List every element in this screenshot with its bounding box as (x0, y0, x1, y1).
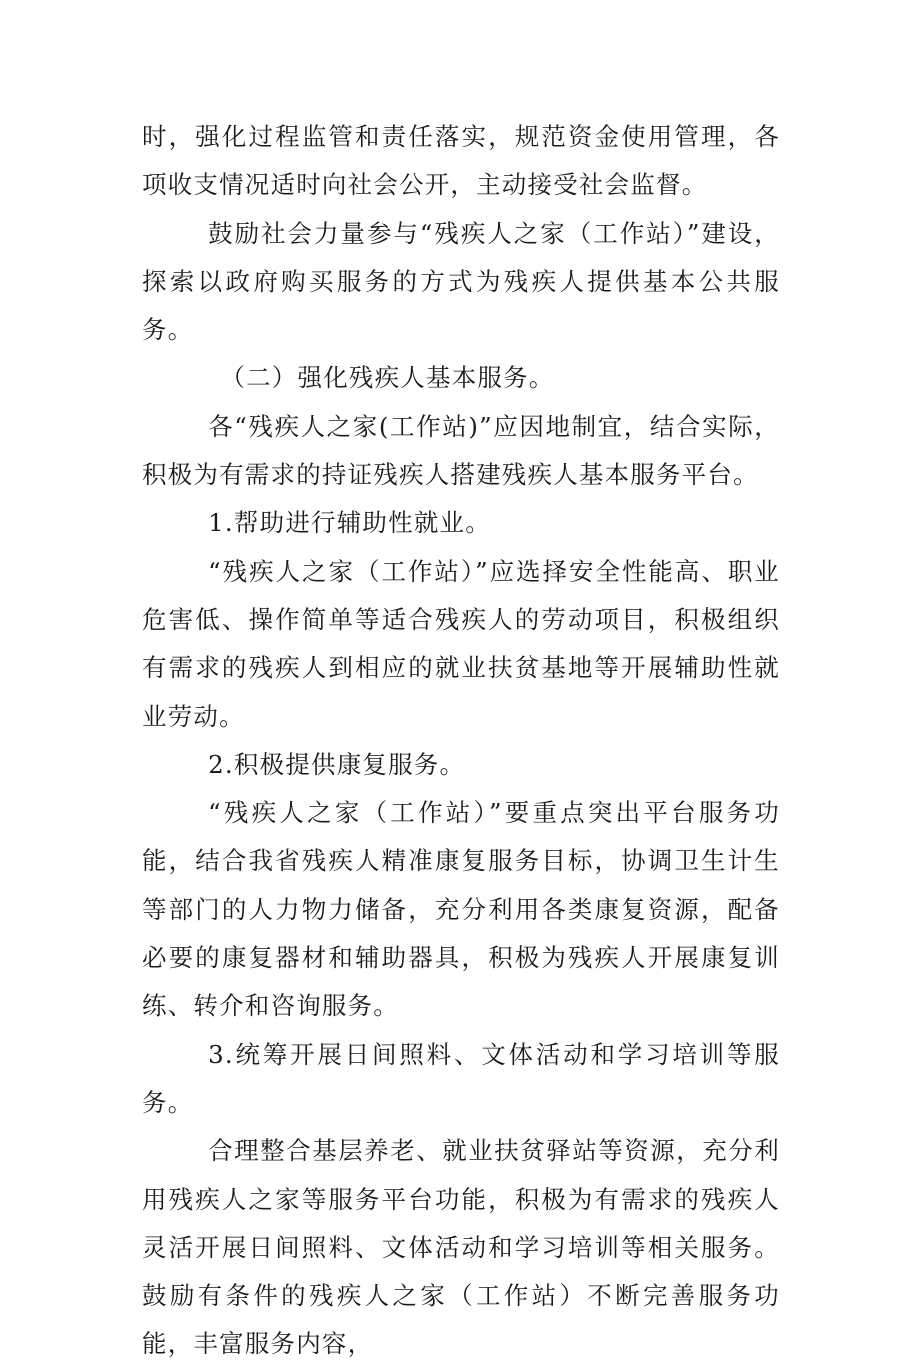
paragraph-rehabilitation: “残疾人之家（工作站）”要重点突出平台服务功能，结合我省残疾人精准康复服务目标，协调卫生计生等部门的人力物力储备，充分利用各类康复资源，配备必要的康复器材和辅助器具，积极为残疾人开展康复训练、转介和咨询服务。 (142, 798, 780, 1021)
item-heading-rehabilitation: 2.积极提供康复服务。 (208, 749, 466, 779)
document-body (142, 113, 780, 1369)
paragraph-daycare: 合理整合基层养老、就业扶贫驿站等资源，充分利用残疾人之家等服务平台功能，积极为有需求的残疾人灵活开展日间照料、文体活动和学习培训等相关服务。鼓励有条件的残疾人之家（工作站）不断完善服务功能，丰富服务内容， (142, 1136, 780, 1359)
paragraph-service-platform: 各“残疾人之家(工作站)”应因地制宜，结合实际，积极为有需求的持证残疾人搭建残疾人基本服务平台。 (142, 411, 780, 490)
item-heading-daycare: 3.统筹开展日间照料、文体活动和学习培训等服务。 (142, 1039, 780, 1117)
paragraph-social-participation: 鼓励社会力量参与“残疾人之家（工作站）”建设，探索以政府购买服务的方式为残疾人提供基本公共服务。 (142, 218, 780, 345)
section-heading-basic-services: （二）强化残疾人基本服务。 (220, 363, 555, 393)
paragraph-continuation: 时，强化过程监管和责任落实，规范资金使用管理，各项收支情况适时向社会公开，主动接受社会监督。 (142, 122, 780, 200)
paragraph-employment: “残疾人之家（工作站）”应选择安全性能高、职业危害低、操作简单等适合残疾人的劳动项目，积极组织有需求的残疾人到相应的就业扶贫基地等开展辅助性就业劳动。 (142, 556, 780, 731)
item-heading-employment: 1.帮助进行辅助性就业。 (208, 508, 491, 538)
